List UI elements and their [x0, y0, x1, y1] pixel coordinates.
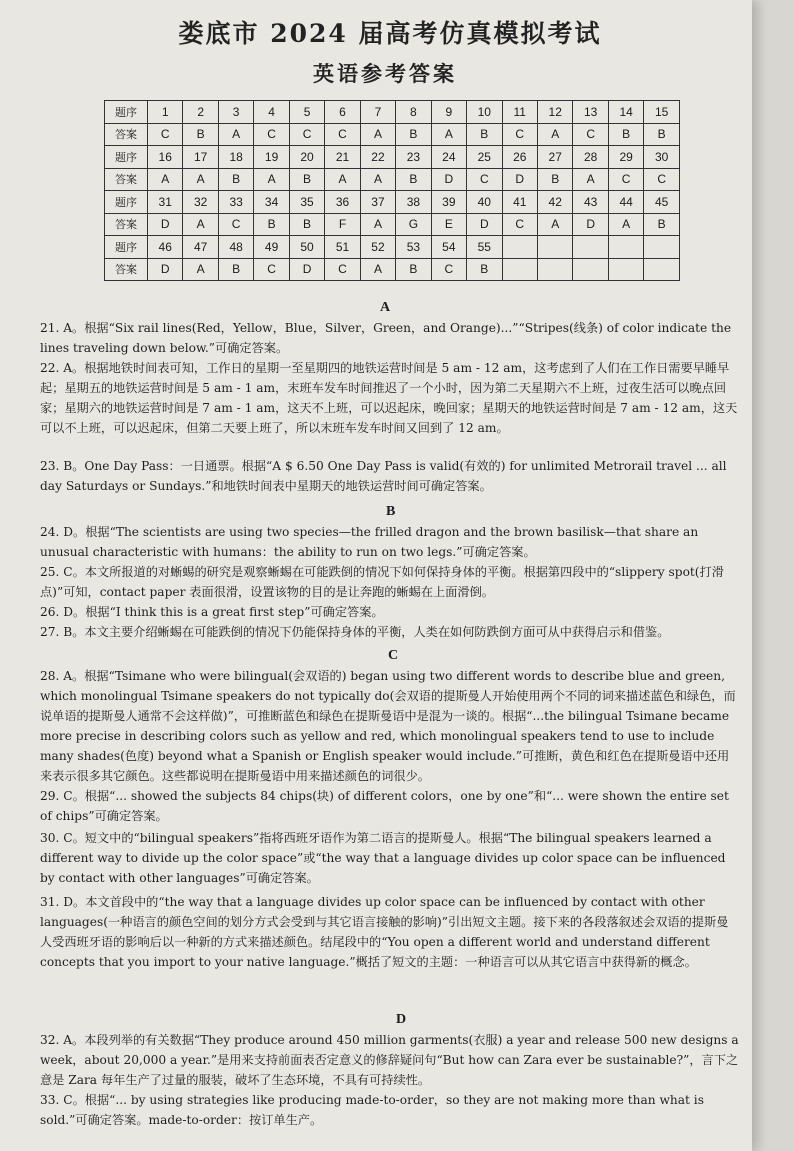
answer-cell: A: [360, 123, 395, 146]
question-number-cell: 37: [360, 191, 395, 214]
question-number-cell: 18: [218, 146, 253, 169]
answer-cell: C: [608, 168, 643, 191]
question-number-cell: 41: [502, 191, 537, 214]
answer-cell: C: [325, 258, 360, 281]
answer-cell: C: [644, 168, 680, 191]
answer-22: 22. A。根据地铁时间表可知，工作日的星期一至星期四的地铁运营时间是 5 am - 12 am，这考虑到了人们在工作日需要早睡早起；星期五的地铁运营时间是 5 am - 1 am，末班车发车时间推迟了一个小时，因为第二天星期六不上班，过夜生活可以晚点回家；星期六的地铁运营时间是 7 am - 1 am，这天不上班，可以迟起床，晚回家；星期天的地铁运营时间是 7 am - 12 am，这天可以不上班，可以迟起床，但第二天要上班了，所以末班车发车时间又回到了 12 am。: [40, 361, 738, 435]
answer-cell: G: [396, 213, 431, 236]
question-number-cell: 8: [396, 101, 431, 124]
answer-cell: C: [254, 258, 289, 281]
question-number-cell: 11: [502, 101, 537, 124]
answer-31: 31. D。本文首段中的“the way that a language divides up color space can be influenced by contact with other languages(一种语言的颜色空间的划分方式会受到与其它语言接触的影响)”引出短文主题。接下来的各段落叙述会双语的提斯曼人受西班牙语的影响后以一种新的方式来描述颜色。结尾段中的“You open a different world and understand different concepts that you import to your native language.”概括了短文的主题：一种语言可以从其它语言中获得新的概念。: [40, 895, 729, 969]
question-number-cell: 3: [218, 101, 253, 124]
question-number-cell: 30: [644, 146, 680, 169]
answer-cell: A: [360, 258, 395, 281]
answer-cell: A: [254, 168, 289, 191]
question-number-cell: 26: [502, 146, 537, 169]
answer-29: 29. C。根据“... showed the subjects 84 chips(块) of different colors，one by one”和“... were shown the entire set of chips”可确定答案。: [40, 789, 729, 823]
row-label-answer: 答案: [105, 168, 148, 191]
question-number-cell: 12: [537, 101, 572, 124]
section-a-heading: A: [380, 300, 391, 315]
answer-cell: B: [289, 213, 324, 236]
answer-27: 27. B。本文主要介绍蜥蜴在可能跌倒的情况下仍能保持身体的平衡，人类在如何防跌倒方面可从中获得启示和借鉴。: [40, 625, 670, 639]
question-number-cell: 52: [360, 236, 395, 259]
question-number-cell: 24: [431, 146, 466, 169]
answer-cell: B: [396, 123, 431, 146]
answer-cell: C: [502, 123, 537, 146]
question-number-cell: 4: [254, 101, 289, 124]
answer-cell: B: [218, 168, 253, 191]
answer-cell: A: [325, 168, 360, 191]
question-number-cell: 10: [467, 101, 502, 124]
question-number-cell: 15: [644, 101, 680, 124]
row-label-answer: 答案: [105, 213, 148, 236]
answer-cell: B: [396, 168, 431, 191]
question-number-cell: 32: [183, 191, 218, 214]
question-number-cell: 2: [183, 101, 218, 124]
question-number-cell: 45: [644, 191, 680, 214]
question-number-cell: 54: [431, 236, 466, 259]
answer-cell: A: [573, 168, 608, 191]
answer-cell: C: [467, 168, 502, 191]
question-number-cell: 19: [254, 146, 289, 169]
question-number-cell: 22: [360, 146, 395, 169]
question-number-cell: 51: [325, 236, 360, 259]
question-number-cell: 40: [467, 191, 502, 214]
answer-key-row: [105, 123, 680, 146]
question-number-cell: 33: [218, 191, 253, 214]
answer-cell: C: [148, 123, 183, 146]
answer-cell: D: [467, 213, 502, 236]
question-number-cell: 25: [467, 146, 502, 169]
answer-key-row: [105, 258, 680, 281]
question-number-cell: 23: [396, 146, 431, 169]
answer-cell: C: [431, 258, 466, 281]
answer-cell: D: [148, 213, 183, 236]
question-number-cell: 36: [325, 191, 360, 214]
row-label-question: 题序: [105, 191, 148, 214]
question-number-row: [105, 146, 680, 169]
answer-cell: A: [183, 213, 218, 236]
answer-cell: D: [431, 168, 466, 191]
question-number-cell: 34: [254, 191, 289, 214]
answer-cell: A: [431, 123, 466, 146]
answer-cell: D: [502, 168, 537, 191]
answer-cell: C: [254, 123, 289, 146]
question-number-row: [105, 236, 680, 259]
row-label-answer: 答案: [105, 258, 148, 281]
question-number-cell: 55: [467, 236, 502, 259]
row-label-question: 题序: [105, 146, 148, 169]
question-number-cell: 6: [325, 101, 360, 124]
question-number-cell: 35: [289, 191, 324, 214]
answer-cell: A: [608, 213, 643, 236]
question-number-cell: 48: [218, 236, 253, 259]
question-number-cell: 50: [289, 236, 324, 259]
section-b-heading: B: [386, 504, 396, 519]
answer-cell: B: [254, 213, 289, 236]
section-d-heading: D: [396, 1012, 407, 1027]
answer-cell: B: [644, 123, 680, 146]
page-subtitle: 英语参考答案: [313, 61, 457, 86]
answer-cell: B: [396, 258, 431, 281]
answer-cell: C: [502, 213, 537, 236]
answer-cell: B: [608, 123, 643, 146]
answer-cell: B: [644, 213, 680, 236]
answer-table: [104, 100, 680, 281]
question-number-cell: 20: [289, 146, 324, 169]
answer-30: 30. C。短文中的“bilingual speakers”指将西班牙语作为第二语言的提斯曼人。根据“The bilingual speakers learned a different way to divide up the color space”或“the way that a language divides up color space can be influenced by contact with other languages”可确定答案。: [40, 831, 726, 885]
answer-28: 28. A。根据“Tsimane who were bilingual(会双语的) began using two different words to describe blue and green, which monolingual Tsimane speakers do not typically do(会双语的提斯曼人开始使用两个不同的词来描述蓝色和绿色，而说单语的提斯曼人通常不会这样做)”，可推断蓝色和绿色在提斯曼语中是混为一谈的。根据“...the bilingual Tsimane became more precise in describing colors such as yellow and red, which monolingual speakers tend to use to include many shades(色度) beyond what a Spanish or English speaker would include.”可推断，黄色和红色在提斯曼语中还用来表示很多其它颜色。这些都说明在提斯曼语中用来描述颜色的词很少。: [40, 669, 736, 783]
answer-cell: A: [183, 258, 218, 281]
row-label-answer: 答案: [105, 123, 148, 146]
answer-cell: A: [537, 213, 572, 236]
question-number-cell: 13: [573, 101, 608, 124]
answer-cell: [608, 258, 643, 281]
question-number-cell: 39: [431, 191, 466, 214]
page-title: 娄底市 2024 届高考仿真模拟考试: [178, 19, 602, 48]
answer-25: 25. C。本文所报道的对蜥蜴的研究是观察蜥蜴在可能跌倒的情况下如何保持身体的平衡。根据第四段中的“slippery spot(打滑点)”可知，contact paper 表面很滑，设置该物的目的是让奔跑的蜥蜴在上面滑倒。: [40, 565, 724, 599]
answer-cell: B: [467, 123, 502, 146]
answer-26: 26. D。根据“I think this is a great first step”可确定答案。: [40, 605, 384, 619]
answer-key-row: [105, 168, 680, 191]
question-number-cell: 28: [573, 146, 608, 169]
answer-cell: A: [183, 168, 218, 191]
row-label-question: 题序: [105, 236, 148, 259]
question-number-cell: [573, 236, 608, 259]
question-number-cell: [644, 236, 680, 259]
answer-cell: D: [573, 213, 608, 236]
answer-32: 32. A。本段列举的有关数据“They produce around 450 million garments(衣服) a year and release 500 new designs a week，about 20,000 a year.”是用来支持前面表否定意义的修辞疑问句“But how can Zara ever be sustainable?”，言下之意是 Zara 每年生产了过量的服装，破坏了生态环境，不具有可持续性。: [40, 1033, 739, 1087]
question-number-row: [105, 191, 680, 214]
question-number-cell: 1: [148, 101, 183, 124]
question-number-cell: 9: [431, 101, 466, 124]
question-number-cell: 5: [289, 101, 324, 124]
question-number-cell: 44: [608, 191, 643, 214]
answer-key-row: [105, 213, 680, 236]
answer-24: 24. D。根据“The scientists are using two species—the frilled dragon and the brown basilisk—that share an unusual characteristic with humans：the ability to run on two legs.”可确定答案。: [40, 525, 699, 559]
answer-cell: A: [218, 123, 253, 146]
row-label-question: 题序: [105, 101, 148, 124]
answer-23: 23. B。One Day Pass：一日通票。根据“A $ 6.50 One Day Pass is valid(有效的) for unlimited Metrorail travel ... all day Saturdays or Sundays.”和地铁时间表中星期天的地铁运营时间可确定答案。: [40, 459, 727, 493]
answer-33: 33. C。根据“... by using strategies like producing made-to-order，so they are not making more than what is sold.”可确定答案。made-to-order：按订单生产。: [40, 1093, 704, 1127]
section-c-heading: C: [388, 648, 399, 663]
question-number-cell: [608, 236, 643, 259]
question-number-cell: 46: [148, 236, 183, 259]
question-number-cell: 14: [608, 101, 643, 124]
answer-cell: A: [360, 213, 395, 236]
question-number-cell: 27: [537, 146, 572, 169]
question-number-cell: 49: [254, 236, 289, 259]
answer-cell: A: [537, 123, 572, 146]
question-number-cell: 16: [148, 146, 183, 169]
answer-cell: B: [183, 123, 218, 146]
question-number-cell: 38: [396, 191, 431, 214]
answer-cell: C: [289, 123, 324, 146]
answer-cell: A: [360, 168, 395, 191]
question-number-cell: 53: [396, 236, 431, 259]
answer-cell: [573, 258, 608, 281]
answer-cell: B: [467, 258, 502, 281]
answer-cell: A: [148, 168, 183, 191]
question-number-cell: [502, 236, 537, 259]
answer-cell: C: [573, 123, 608, 146]
answer-cell: B: [289, 168, 324, 191]
answer-cell: B: [218, 258, 253, 281]
answer-cell: C: [218, 213, 253, 236]
question-number-row: [105, 101, 680, 124]
answer-cell: [644, 258, 680, 281]
question-number-cell: 43: [573, 191, 608, 214]
answer-cell: F: [325, 213, 360, 236]
answer-cell: B: [537, 168, 572, 191]
question-number-cell: 29: [608, 146, 643, 169]
answer-cell: C: [325, 123, 360, 146]
question-number-cell: 42: [537, 191, 572, 214]
answer-cell: [537, 258, 572, 281]
question-number-cell: [537, 236, 572, 259]
question-number-cell: 17: [183, 146, 218, 169]
answer-cell: [502, 258, 537, 281]
answer-cell: E: [431, 213, 466, 236]
question-number-cell: 7: [360, 101, 395, 124]
answer-cell: D: [289, 258, 324, 281]
question-number-cell: 47: [183, 236, 218, 259]
answer-21: 21. A。根据“Six rail lines(Red，Yellow，Blue，Silver，Green，and Orange)...”“Stripes(线条) of color indicate the lines traveling down below.”可确定答案。: [40, 321, 732, 355]
question-number-cell: 31: [148, 191, 183, 214]
question-number-cell: 21: [325, 146, 360, 169]
answer-cell: D: [148, 258, 183, 281]
